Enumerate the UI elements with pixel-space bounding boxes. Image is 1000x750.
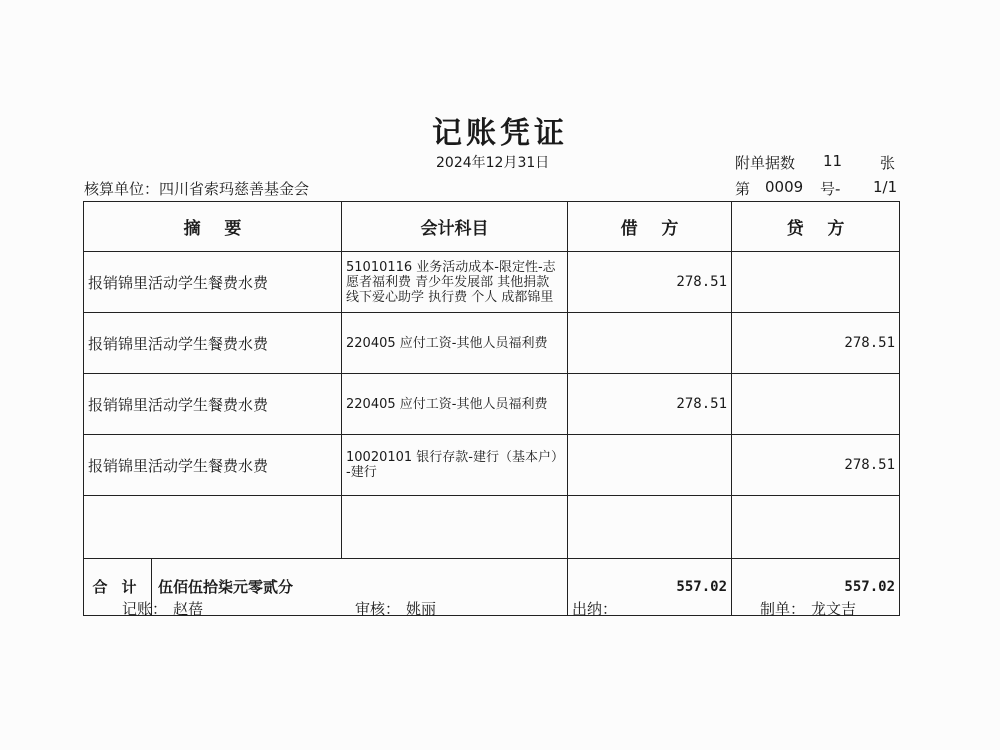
row-summary: 报销锦里活动学生餐费水费 — [84, 374, 342, 435]
row-credit: 278.51 — [732, 313, 900, 374]
cashier-signoff — [572, 598, 623, 619]
total-amount-words: 伍佰伍拾柒元零贰分 — [158, 578, 294, 596]
reviewer-name: 姚丽 — [406, 600, 437, 618]
row-account: 220405 应付工资-其他人员福利费 — [342, 313, 568, 374]
row-summary: 报销锦里活动学生餐费水费 — [84, 252, 342, 313]
row-summary: 报销锦里活动学生餐费水费 — [84, 313, 342, 374]
voucher-no: 0009 — [765, 178, 804, 196]
table-header-row — [84, 202, 900, 252]
header-credit: 贷 方 — [732, 202, 900, 252]
row-debit — [568, 496, 732, 559]
row-debit — [568, 313, 732, 374]
table-row — [84, 496, 900, 559]
bookkeeper-name: 赵蓓 — [173, 600, 204, 618]
header-summary: 摘 要 — [84, 202, 342, 252]
row-credit: 278.51 — [732, 435, 900, 496]
row-summary — [84, 496, 342, 559]
reviewer-signoff — [355, 598, 436, 619]
table-row — [84, 374, 900, 435]
maker-label: 制单： — [760, 600, 806, 618]
maker-name: 龙文吉 — [811, 600, 857, 618]
voucher-table — [83, 201, 900, 616]
voucher-suffix: 号- — [820, 180, 841, 198]
table-row — [84, 252, 900, 313]
row-account: 220405 应付工资-其他人员福利费 — [342, 374, 568, 435]
header-account: 会计科目 — [342, 202, 568, 252]
voucher-title: 记账凭证 — [432, 116, 568, 151]
cashier-label: 出纳： — [572, 600, 618, 618]
row-debit: 278.51 — [568, 374, 732, 435]
row-account: 10020101 银行存款-建行（基本户）-建行 — [342, 435, 568, 496]
table-row — [84, 435, 900, 496]
row-account: 51010116 业务活动成本-限定性-志愿者福利费 青少年发展部 其他捐款 线下爱心助学 执行费 个人 成都锦里 — [342, 252, 568, 313]
bookkeeper-label: 记账： — [122, 600, 168, 618]
row-credit — [732, 374, 900, 435]
total-label: 合计 — [84, 559, 152, 615]
maker-signoff — [760, 598, 856, 619]
total-credit: 557.02 — [732, 559, 900, 616]
voucher-page-count: 1/1 — [873, 178, 898, 196]
attachments-label: 附单据数 — [735, 154, 796, 172]
bookkeeper-signoff — [122, 598, 203, 619]
total-debit: 557.02 — [568, 559, 732, 616]
table-row — [84, 313, 900, 374]
row-summary: 报销锦里活动学生餐费水费 — [84, 435, 342, 496]
reviewer-label: 审核： — [355, 600, 401, 618]
accounting-unit — [84, 178, 309, 199]
row-credit — [732, 252, 900, 313]
unit-label: 核算单位： — [84, 180, 160, 198]
row-credit — [732, 496, 900, 559]
voucher-prefix: 第 — [735, 180, 751, 198]
unit-name: 四川省索玛慈善基金会 — [159, 180, 310, 198]
voucher-date: 2024年12月31日 — [436, 155, 550, 171]
row-account — [342, 496, 568, 559]
row-debit — [568, 435, 732, 496]
row-debit: 278.51 — [568, 252, 732, 313]
header-debit: 借 方 — [568, 202, 732, 252]
attachments-unit: 张 — [880, 154, 896, 172]
attachments-count: 11 — [823, 152, 843, 170]
